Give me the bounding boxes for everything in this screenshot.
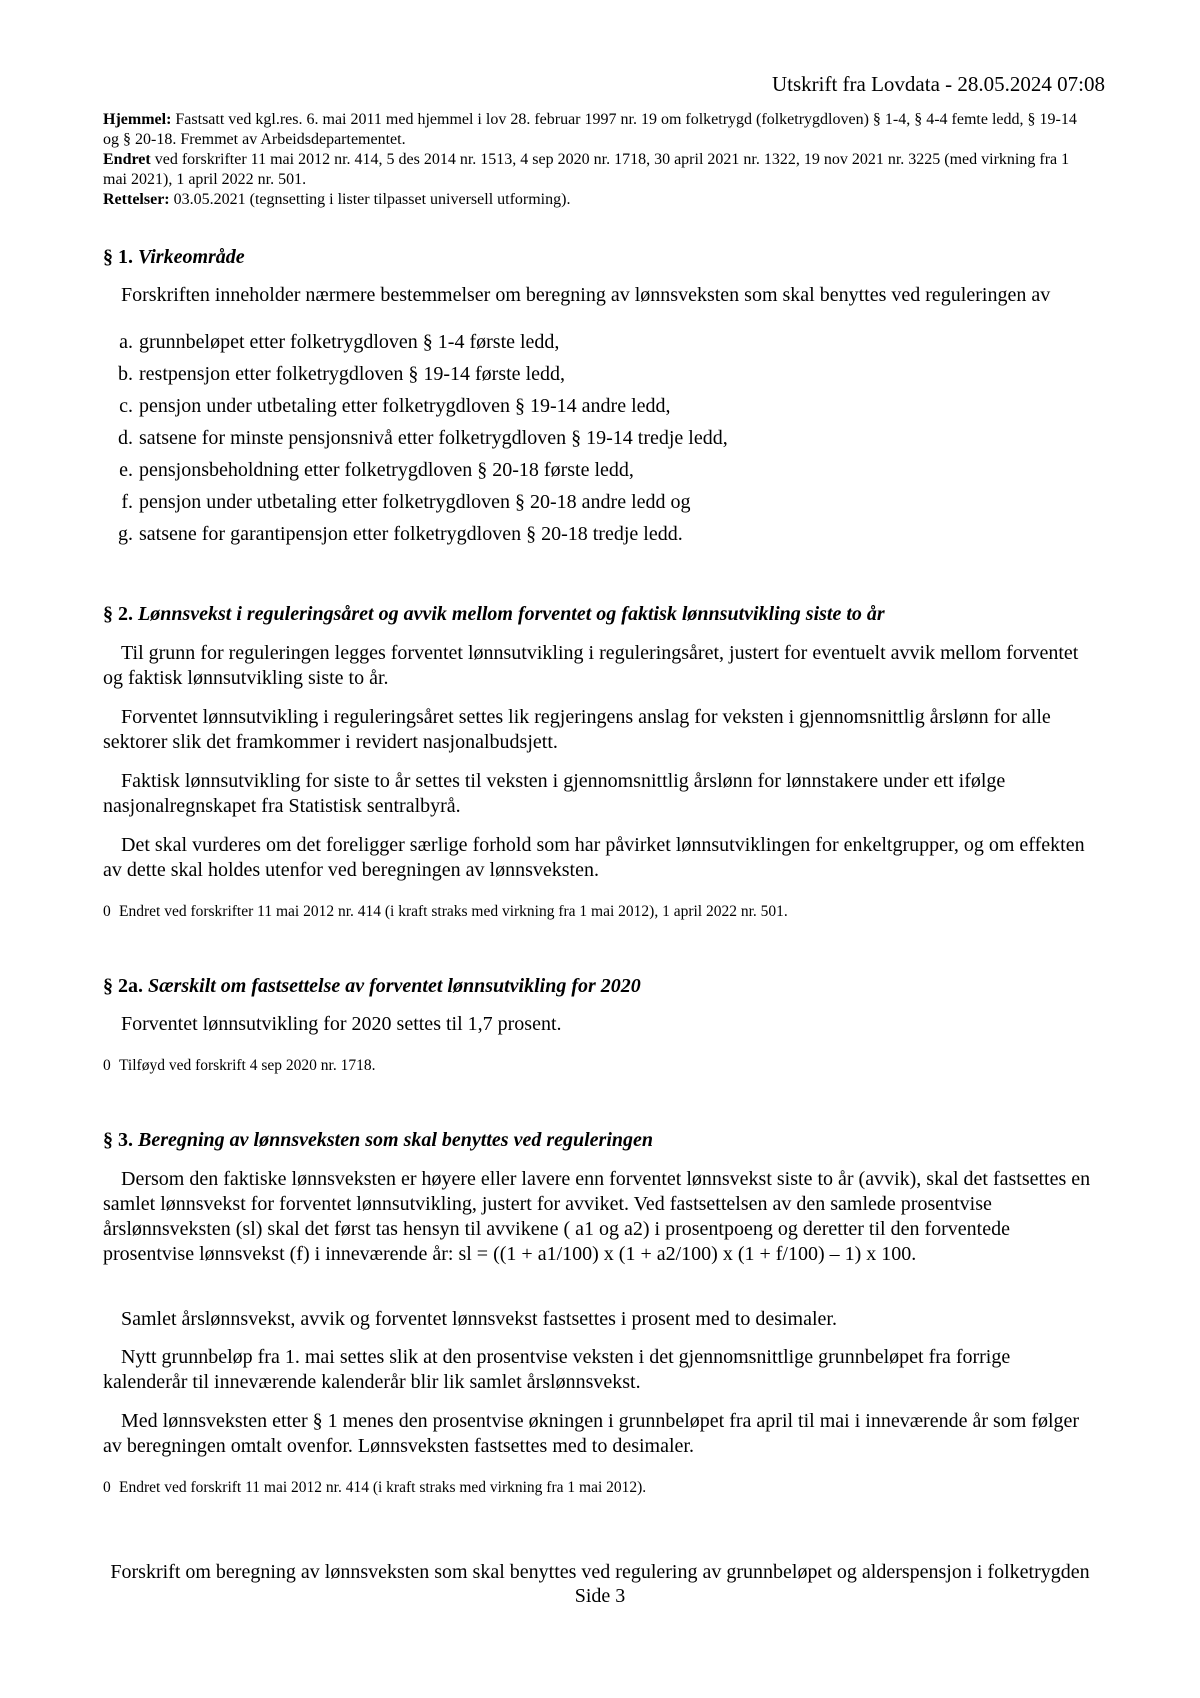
section-3-number: § 3. xyxy=(103,1129,133,1151)
hjemmel-line xyxy=(103,110,1083,150)
section-2a-title: Særskilt om fastsettelse av forventet lønnsutvikling for 2020 xyxy=(148,975,641,997)
rettelser-line xyxy=(103,190,1083,210)
list-item: f. pensjon under utbetaling etter folketrygdloven § 20-18 andre ledd og xyxy=(121,491,691,513)
section-3-paragraph-3: Nytt grunnbeløp fra 1. mai settes slik at den prosentvise veksten i det gjennomsnittlige grunnbeløpet fra forrige kalenderår til inneværende kalenderår blir lik samlet årslønnsvekst. xyxy=(103,1346,1011,1393)
section-1-number: § 1. xyxy=(103,246,133,268)
list-item: e. pensjonsbeholdning etter folketrygdloven § 20-18 første ledd, xyxy=(119,459,634,481)
list-item: g. satsene for garantipensjon etter folketrygdloven § 20-18 tredje ledd. xyxy=(118,523,683,545)
list-item: b. restpensjon etter folketrygdloven § 19-14 første ledd, xyxy=(118,363,565,385)
section-3-heading xyxy=(103,1129,653,1152)
section-2-title: Lønnsvekst i reguleringsåret og avvik mellom forventet og faktisk lønnsutvikling siste to år xyxy=(138,603,885,625)
section-1-intro: Forskriften inneholder nærmere bestemmelser om beregning av lønnsveksten som skal benyttes ved reguleringen av xyxy=(121,284,1051,306)
section-2a-number: § 2a. xyxy=(103,975,143,997)
footer-title: Forskrift om beregning av lønnsveksten som skal benyttes ved regulering av grunnbeløpet og alderspensjon i folketrygden xyxy=(110,1561,1090,1583)
list-item: c. pensjon under utbetaling etter folketrygdloven § 19-14 andre ledd, xyxy=(119,395,671,417)
section-3-note xyxy=(103,1479,646,1497)
section-1-title: Virkeområde xyxy=(138,246,245,268)
section-1-list xyxy=(103,330,728,554)
section-2-paragraph-2: Forventet lønnsutvikling i reguleringsåret settes lik regjeringens anslag for veksten i gjennomsnittlig årslønn for alle sektorer slik det framkommer i revidert nasjonalbudsjett. xyxy=(103,706,1051,753)
rettelser-text: 03.05.2021 (tegnsetting i lister tilpasset universell utforming). xyxy=(169,191,571,208)
endret-label: Endret xyxy=(103,151,151,168)
print-header: Utskrift fra Lovdata - 28.05.2024 07:08 xyxy=(771,72,1105,96)
note-number: 0 xyxy=(103,903,111,920)
metadata-block xyxy=(103,110,1083,210)
rettelser-label: Rettelser: xyxy=(103,191,170,208)
page-number: Side 3 xyxy=(574,1585,626,1607)
section-3-paragraph-2: Samlet årslønnsvekst, avvik og forventet lønnsvekst fastsettes i prosent med to desimaler. xyxy=(121,1308,837,1330)
section-2-paragraph-3: Faktisk lønnsutvikling for siste to år settes til veksten i gjennomsnittlig årslønn for lønnstakere under ett ifølge nasjonalregnskapet fra Statistisk sentralbyrå. xyxy=(103,770,1006,817)
list-item: a. grunnbeløpet etter folketrygdloven § 1-4 første ledd, xyxy=(119,331,560,353)
section-3-paragraph-4: Med lønnsveksten etter § 1 menes den prosentvise økningen i grunnbeløpet fra april til mai i inneværende år som følger av beregningen omtalt ovenfor. Lønnsveksten fastsettes med to desimaler. xyxy=(103,1410,1080,1457)
section-2-number: § 2. xyxy=(103,603,133,625)
section-2a-note xyxy=(103,1057,375,1075)
endret-text: ved forskrifter 11 mai 2012 nr. 414, 5 des 2014 nr. 1513, 4 sep 2020 nr. 1718, 30 april 2021 nr. 1322, 19 nov 2021 nr. 3225 (med virkning fra 1 mai 2021), 1 april 2022 nr. 501. xyxy=(103,151,1070,188)
endret-line xyxy=(103,150,1083,190)
section-2-paragraph-1: Til grunn for reguleringen legges forventet lønnsutvikling i reguleringsåret, justert for eventuelt avvik mellom forventet og faktisk lønnsutvikling siste to år. xyxy=(103,642,1079,689)
list-item: d. satsene for minste pensjonsnivå etter folketrygdloven § 19-14 tredje ledd, xyxy=(118,427,728,449)
note-number: 0 xyxy=(103,1479,111,1496)
section-1-heading xyxy=(103,246,245,269)
section-2-note xyxy=(103,903,788,921)
page-footer xyxy=(100,1560,1100,1608)
note-text: Endret ved forskrifter 11 mai 2012 nr. 414 (i kraft straks med virkning fra 1 mai 2012), 1 april 2022 nr. 501. xyxy=(119,903,788,920)
hjemmel-label: Hjemmel: xyxy=(103,111,172,128)
note-text: Tilføyd ved forskrift 4 sep 2020 nr. 1718. xyxy=(119,1057,376,1074)
section-2a-paragraph-1: Forventet lønnsutvikling for 2020 settes til 1,7 prosent. xyxy=(121,1013,562,1035)
note-number: 0 xyxy=(103,1057,111,1074)
note-text: Endret ved forskrift 11 mai 2012 nr. 414 (i kraft straks med virkning fra 1 mai 2012). xyxy=(119,1479,647,1496)
section-2-heading xyxy=(103,603,885,626)
hjemmel-text: Fastsatt ved kgl.res. 6. mai 2011 med hjemmel i lov 28. februar 1997 nr. 19 om folketrygd (folketrygdloven) § 1-4, § 4-4 femte ledd, § 19-14 og § 20-18. Fremmet av Arbeidsdepartementet. xyxy=(103,111,1077,148)
section-2-paragraph-4: Det skal vurderes om det foreligger særlige forhold som har påvirket lønnsutviklingen for enkeltgrupper, og om effekten av dette skal holdes utenfor ved beregningen av lønnsveksten. xyxy=(103,834,1085,881)
section-2a-heading xyxy=(103,975,641,998)
section-3-paragraph-1: Dersom den faktiske lønnsveksten er høyere eller lavere enn forventet lønnsvekst siste to år (avvik), skal det fastsettes en samlet lønnsvekst for forventet lønnsutvikling, justert for avviket. Ved fastsettelsen av den samlede prosentvise årslønnsveksten (sl) skal det først tas hensyn til avvikene ( a1 og a2) i prosentpoeng og deretter til den forventede prosentvise lønnsvekst (f) i inneværende år: sl = ((1 + a1/100) x (1 + a2/100) x (1 + f/100) – 1) x 100. xyxy=(103,1168,1091,1265)
section-3-title: Beregning av lønnsveksten som skal benyttes ved reguleringen xyxy=(138,1129,653,1151)
